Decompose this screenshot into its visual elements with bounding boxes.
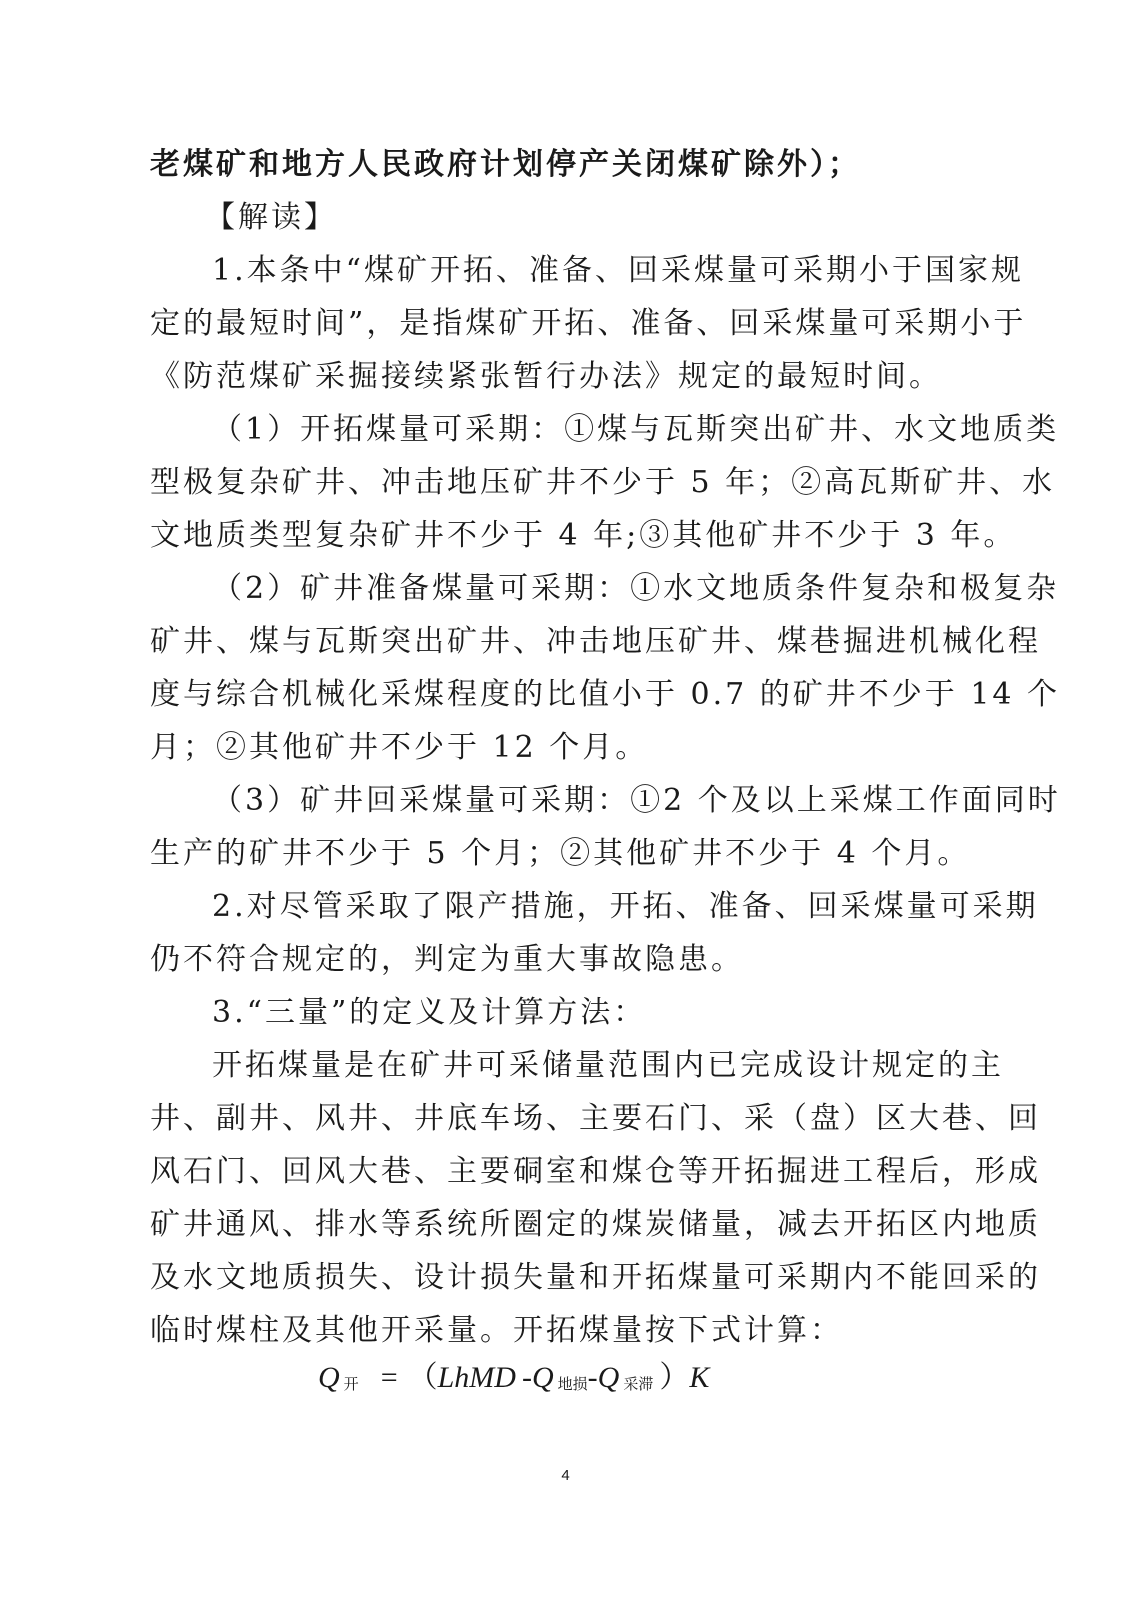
section-heading-jiedu: 【解读】 [205, 200, 337, 235]
text-line-17: 3.“三量”的定义及计算方法： [212, 995, 647, 1030]
text-line-23: 临时煤柱及其他开采量。开拓煤量按下式计算： [150, 1313, 843, 1348]
text-line-10: 矿井、煤与瓦斯突出矿井、冲击地压矿井、煤巷掘进机械化程 [150, 624, 1041, 659]
text-line-14: 生产的矿井不少于 5 个月；②其他矿井不少于 4 个月。 [150, 836, 971, 871]
text-line-22: 及水文地质损失、设计损失量和开拓煤量可采期内不能回采的 [150, 1260, 1041, 1295]
text-line-5: 《防范煤矿采掘接续紧张暂行办法》规定的最短时间。 [150, 359, 942, 394]
formula-k: K [689, 1361, 710, 1394]
text-line-15: 2.对尽管采取了限产措施，开拓、准备、回采煤量可采期 [212, 889, 1039, 924]
text-line-1: 老煤矿和地方人民政府计划停产关闭煤矿除外）； [150, 147, 861, 182]
text-line-21: 矿井通风、排水等系统所圈定的煤炭储量，减去开拓区内地质 [150, 1207, 1041, 1242]
formula-close-paren: ） [659, 1361, 690, 1394]
formula-sub-kai: 开 [343, 1375, 359, 1393]
text-line-9: （2）矿井准备煤量可采期：①水文地质条件复杂和极复杂 [212, 571, 1060, 606]
text-line-19: 井、副井、风井、井底车场、主要石门、采（盘）区大巷、回 [150, 1101, 1041, 1136]
text-line-20: 风石门、回风大巷、主要硐室和煤仓等开拓掘进工程后，形成 [150, 1154, 1041, 1189]
text-line-12: 月；②其他矿井不少于 12 个月。 [150, 730, 649, 765]
text-line-13: （3）矿井回采煤量可采期：①2 个及以上采煤工作面同时 [212, 783, 1061, 818]
text-line-11: 度与综合机械化采煤程度的比值小于 0.7 的矿井不少于 14 个 [150, 677, 1061, 712]
formula-minus-1: - [521, 1361, 532, 1394]
text-line-3: 1.本条中“煤矿开拓、准备、回采煤量可采期小于国家规 [212, 253, 1024, 288]
formula-equals: = [380, 1361, 398, 1394]
text-line-4: 定的最短时间”，是指煤矿开拓、准备、回采煤量可采期小于 [150, 306, 1027, 341]
text-line-18: 开拓煤量是在矿井可采储量范围内已完成设计规定的主 [212, 1048, 1004, 1083]
formula-q-3: Q [597, 1361, 620, 1394]
text-line-7: 型极复杂矿井、冲击地压矿井不少于 5 年；②高瓦斯矿井、水 [150, 465, 1056, 500]
formula-kaituo-meiliang [318, 1356, 818, 1400]
formula-sub-caizhi: 采滞 [623, 1375, 654, 1393]
text-line-6: （1）开拓煤量可采期：①煤与瓦斯突出矿井、水文地质类 [212, 412, 1060, 447]
formula-open-paren: （ [407, 1361, 438, 1394]
formula-q: Q [318, 1361, 340, 1394]
text-line-8: 文地质类型复杂矿井不少于 4 年;③其他矿井不少于 3 年。 [150, 518, 1017, 553]
text-line-16: 仍不符合规定的，判定为重大事故隐患。 [150, 942, 744, 977]
page-number: 4 [561, 1467, 570, 1484]
formula-lhmd: LhMD [437, 1361, 516, 1394]
formula-sub-disun: 地损 [557, 1375, 588, 1393]
formula-q-2: Q [531, 1361, 554, 1394]
formula-minus-2: - [587, 1361, 598, 1394]
